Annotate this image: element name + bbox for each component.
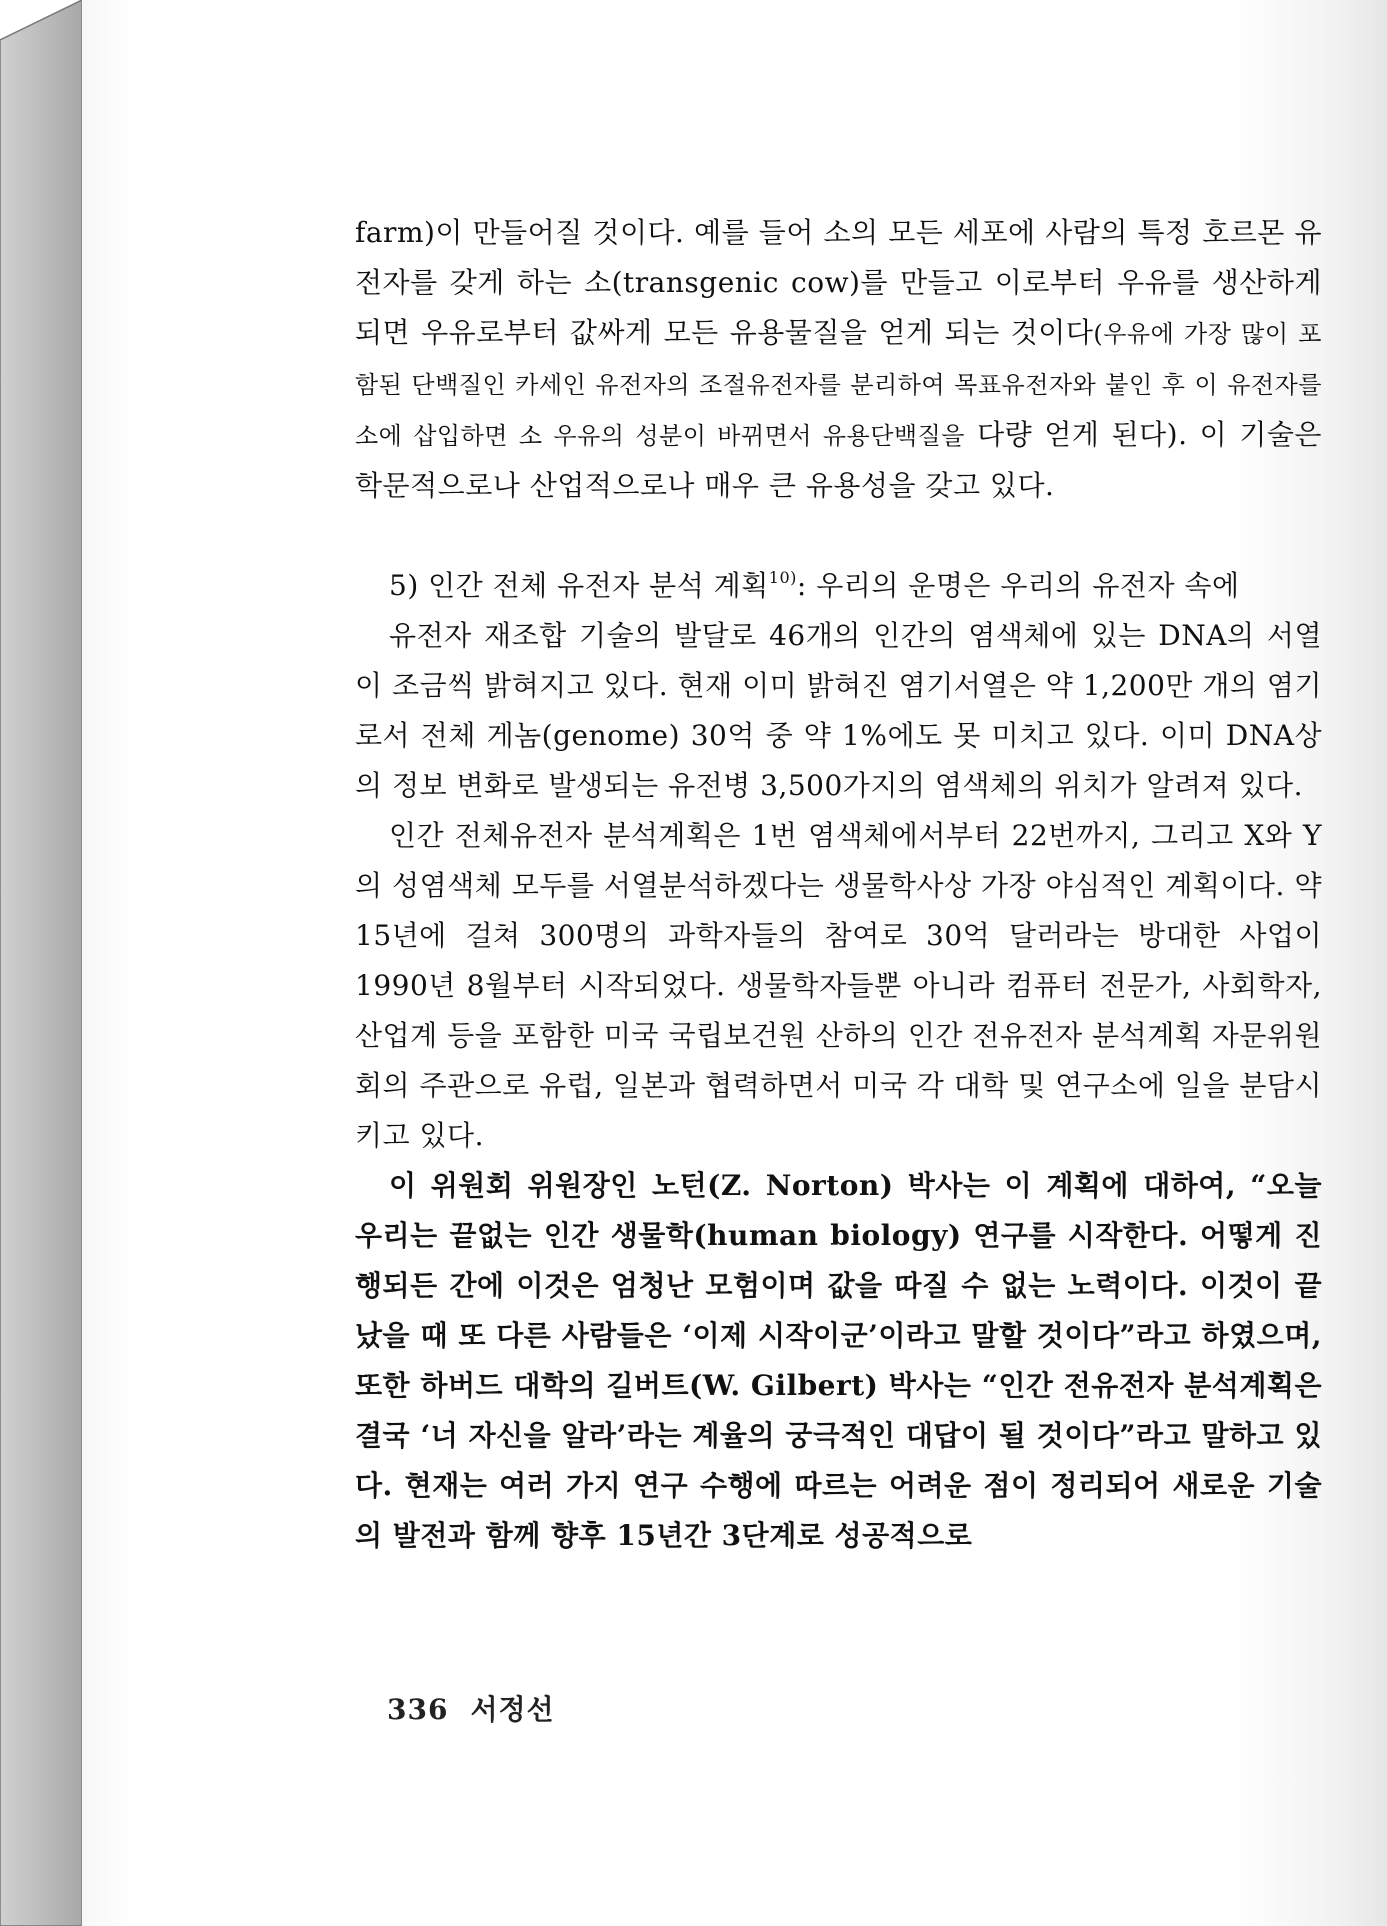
intro-paragraph <box>355 208 1322 511</box>
section-heading-text: 5) 인간 전체 유전자 분석 계획 <box>389 569 769 602</box>
section-heading-subtitle: : 우리의 운명은 우리의 유전자 속에 <box>796 569 1240 602</box>
body-paragraph-2: 인간 전체유전자 분석계획은 1번 염색체에서부터 22번까지, 그리고 X와 Y의 성염색체 모두를 서열분석하겠다는 생물학사상 가장 야심적인 계획이다. 약 15년에 걸쳐 300명의 과학자들의 참여로 30억 달러라는 방대한 사업이 1990년 8월부터 시작되었다. 생물학자들뿐 아니라 컴퓨터 전문가, 사회학자, 산업계 등을 포함한 미국 국립보건원 산하의 인간 전유전자 분석계획 자문위원회의 주관으로 유럽, 일본과 협력하면서 미국 각 대학 및 연구소에 일을 분담시키고 있다. <box>355 819 1322 1152</box>
page-text <box>355 208 1322 1561</box>
footnote-marker: 10) <box>768 568 797 587</box>
page-number: 336 <box>387 1693 449 1726</box>
section-heading <box>355 561 1322 611</box>
body-paragraph-1: 유전자 재조합 기술의 발달로 46개의 인간의 염색체에 있는 DNA의 서열이 조금씩 밝혀지고 있다. 현재 이미 밝혀진 염기서열은 약 1,200만 개의 염기로서 전체 게놈(genome) 30억 중 약 1%에도 못 미치고 있다. 이미 DNA상의 정보 변화로 발생되는 유전병 3,500가지의 염색체의 위치가 알려져 있다. <box>355 619 1322 802</box>
intro-aside: (우유에 가장 많이 포함된 단백질인 카세인 유전자의 조절유전자를 분리하여 목표유전자와 붙인 후 이 유전자를 소에 삽입하면 소 우유의 성분이 바뀌면서 유용단백질을 <box>355 320 1322 450</box>
book-page <box>82 0 1387 1926</box>
intro-closing: 다량 얻게 된다). 이 기술은 학문적으로나 산업적으로나 매우 큰 유용성을 갖고 있다. <box>355 418 1322 502</box>
body-paragraph-3: 이 위원회 위원장인 노턴(Z. Norton) 박사는 이 계획에 대하여, “오늘 우리는 끝없는 인간 생물학(human biology) 연구를 시작한다. 어떻게 진행되든 간에 이것은 엄청난 모험이며 값을 따질 수 없는 노력이다. 이것이 끝났을 때 또 다른 사람들은 ‘이제 시작이군’이라고 말할 것이다”라고 하였으며, 또한 하버드 대학의 길버트(W. Gilbert) 박사는 “인간 전유전자 분석계획은 결국 ‘너 자신을 알라’라는 계율의 궁극적인 대답이 될 것이다”라고 말하고 있다. 현재는 여러 가지 연구 수행에 따르는 어려운 점이 정리되어 새로운 기술의 발전과 함께 향후 15년간 3단계로 성공적으로 <box>355 1169 1322 1552</box>
intro-text: farm)이 만들어질 것이다. 예를 들어 소의 모든 세포에 사람의 특정 호르몬 유전자를 갖게 하는 소(transgenic cow)를 만들고 이로부터 우유를 생산하게 되면 우유로부터 값싸게 모든 유용물질을 얻게 되는 것이다 <box>355 216 1322 349</box>
author-name: 서정선 <box>470 1693 555 1726</box>
page-footer <box>387 1688 577 1728</box>
